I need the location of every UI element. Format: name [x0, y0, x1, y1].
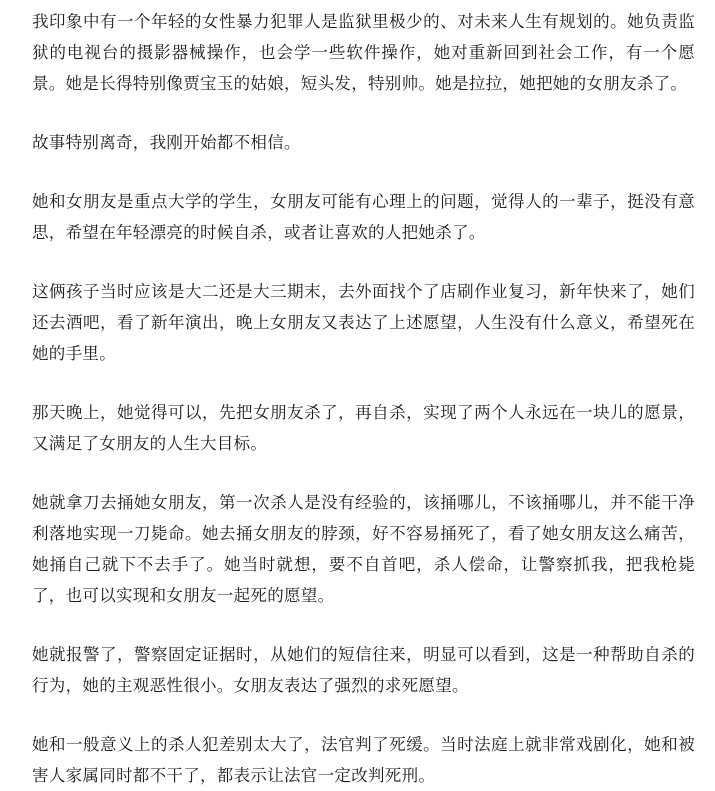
paragraph: 这俩孩子当时应该是大二还是大三期末，去外面找个了店刷作业复习，新年快来了，她们还去酒吧，看了新年演出，晚上女朋友又表达了上述愿望，人生没有什么意义，希望死在她的手里。 [32, 282, 695, 363]
paragraph: 故事特别离奇，我刚开始都不相信。 [32, 133, 301, 152]
paragraph: 那天晚上，她觉得可以，先把女朋友杀了，再自杀，实现了两个人永远在一块儿的愿景，又满足了女朋友的人生大目标。 [32, 403, 695, 453]
paragraph: 她就拿刀去捅她女朋友，第一次杀人是没有经验的，该捅哪儿，不该捅哪儿，并不能干净利落地实现一刀毙命。她去捅女朋友的脖颈，好不容易捅死了，看了她女朋友这么痛苦，她捅自己就下不去手了。她当时就想，要不自首吧，杀人偿命，让警察抓我，把我枪毙了，也可以实现和女朋友一起死的愿望。 [32, 493, 695, 605]
paragraph: 我印象中有一个年轻的女性暴力犯罪人是监狱里极少的、对未来人生有规划的。她负责监狱的电视台的摄影器械操作，也会学一些软件操作，她对重新回到社会工作，有一个愿景。她是长得特别像贾宝玉的姑娘，短头发，特别帅。她是拉拉，她把她的女朋友杀了。 [32, 12, 695, 93]
paragraph: 她和女朋友是重点大学的学生，女朋友可能有心理上的问题，觉得人的一辈子，挺没有意思，希望在年轻漂亮的时候自杀，或者让喜欢的人把她杀了。 [32, 192, 695, 242]
paragraph: 她就报警了，警察固定证据时，从她们的短信往来，明显可以看到，这是一种帮助自杀的行为，她的主观恶性很小。女朋友表达了强烈的求死愿望。 [32, 645, 695, 695]
paragraph: 她和一般意义上的杀人犯差别太大了，法官判了死缓。当时法庭上就非常戏剧化，她和被害人家属同时都不干了，都表示让法官一定改判死刑。 [32, 735, 695, 785]
